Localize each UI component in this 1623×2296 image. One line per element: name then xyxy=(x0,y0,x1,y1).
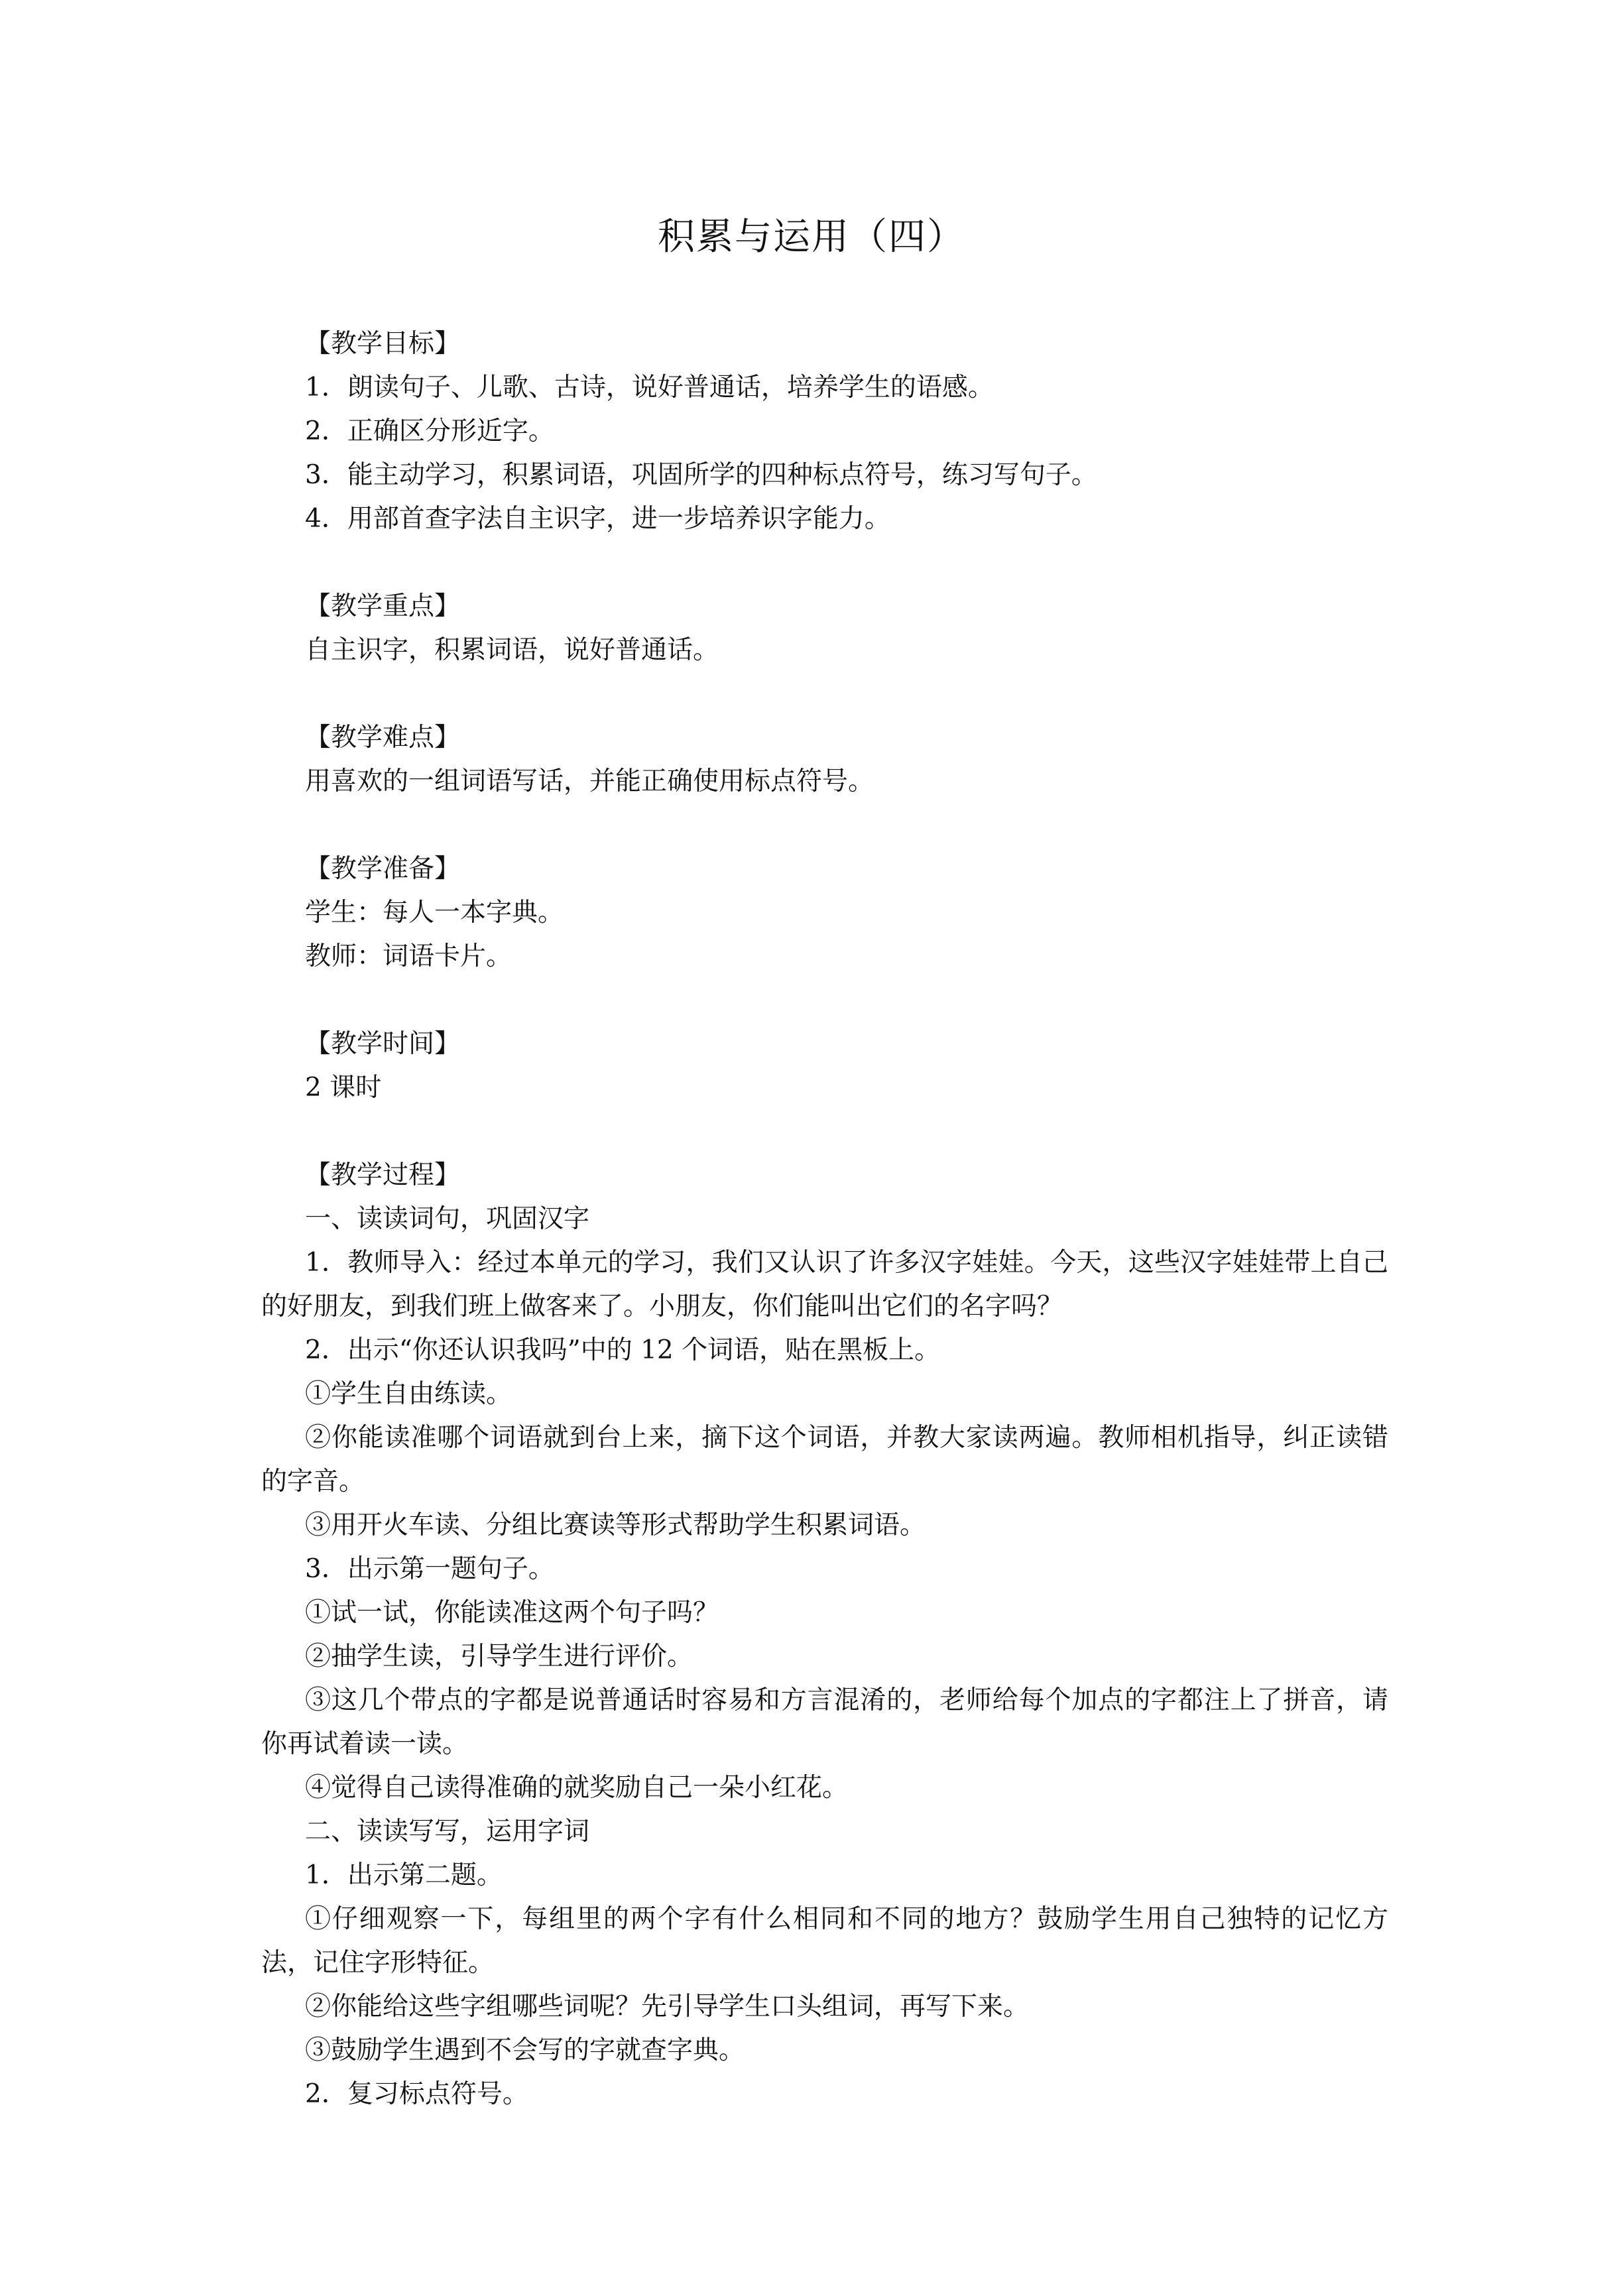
section-spacer xyxy=(261,804,1388,847)
time-text: 2 课时 xyxy=(305,1073,382,1103)
section-heading-time: 【教学时间】 xyxy=(305,1029,461,1059)
section-heading-key-points: 【教学重点】 xyxy=(305,591,461,621)
process-subheading: 一、读读词句，巩固汉字 xyxy=(305,1204,590,1234)
section-spacer xyxy=(261,541,1388,585)
process-paragraph: ③这几个带点的字都是说普通话时容易和方言混淆的，老师给每个加点的字都注上了拼音，请你再试着读一读。 xyxy=(261,1685,1388,1759)
section-spacer xyxy=(261,979,1388,1022)
goal-item: 1．朗读句子、儿歌、古诗，说好普通话，培养学生的语感。 xyxy=(305,373,994,402)
key-points-text: 自主识字，积累词语，说好普通话。 xyxy=(305,635,719,665)
process-paragraph: 1．教师导入：经过本单元的学习，我们又认识了许多汉字娃娃。今天，这些汉字娃娃带上自己的好朋友，到我们班上做客来了。小朋友，你们能叫出它们的名字吗？ xyxy=(261,1248,1388,1321)
process-paragraph: ①学生自由练读。 xyxy=(305,1379,512,1409)
goal-item: 3．能主动学习，积累词语，巩固所学的四种标点符号，练习写句子。 xyxy=(305,460,1097,490)
process-paragraph: ①仔细观察一下，每组里的两个字有什么相同和不同的地方？鼓励学生用自己独特的记忆方法，记住字形特征。 xyxy=(261,1904,1388,1978)
process-paragraph: ③用开火车读、分组比赛读等形式帮助学生积累词语。 xyxy=(305,1510,926,1540)
process-paragraph: ②你能读准哪个词语就到台上来，摘下这个词语，并教大家读两遍。教师相机指导，纠正读错的字音。 xyxy=(261,1423,1388,1496)
process-paragraph: 2．复习标点符号。 xyxy=(305,2079,528,2109)
difficulties-text: 用喜欢的一组词语写话，并能正确使用标点符号。 xyxy=(305,766,874,796)
goal-item: 2．正确区分形近字。 xyxy=(305,416,554,446)
process-paragraph: ②抽学生读，引导学生进行评价。 xyxy=(305,1642,693,1671)
document-body xyxy=(261,322,1388,2116)
page-title: 积累与运用（四） xyxy=(658,215,965,259)
process-subheading: 二、读读写写，运用字词 xyxy=(305,1817,590,1846)
process-paragraph: 3．出示第一题句子。 xyxy=(305,1554,554,1584)
preparation-item: 学生：每人一本字典。 xyxy=(305,898,564,928)
section-heading-goals: 【教学目标】 xyxy=(305,329,461,359)
process-paragraph: ②你能给这些字组哪些词呢？先引导学生口头组词，再写下来。 xyxy=(305,1992,1030,2022)
section-heading-preparation: 【教学准备】 xyxy=(305,854,461,884)
section-heading-process: 【教学过程】 xyxy=(305,1160,461,1190)
section-heading-difficulties: 【教学难点】 xyxy=(305,723,461,753)
preparation-item: 教师：词语卡片。 xyxy=(305,941,512,971)
process-paragraph: 2．出示“你还认识我吗”中的 12 个词语，贴在黑板上。 xyxy=(305,1335,941,1365)
goal-item: 4．用部首查字法自主识字，进一步培养识字能力。 xyxy=(305,504,890,534)
section-spacer xyxy=(261,672,1388,716)
section-spacer xyxy=(261,1110,1388,1154)
process-paragraph: ③鼓励学生遇到不会写的字就查字典。 xyxy=(305,2035,745,2065)
process-paragraph: ④觉得自己读得准确的就奖励自己一朵小红花。 xyxy=(305,1773,849,1803)
process-paragraph: 1．出示第二题。 xyxy=(305,1860,503,1890)
process-paragraph: ①试一试，你能读准这两个句子吗？ xyxy=(305,1598,719,1628)
